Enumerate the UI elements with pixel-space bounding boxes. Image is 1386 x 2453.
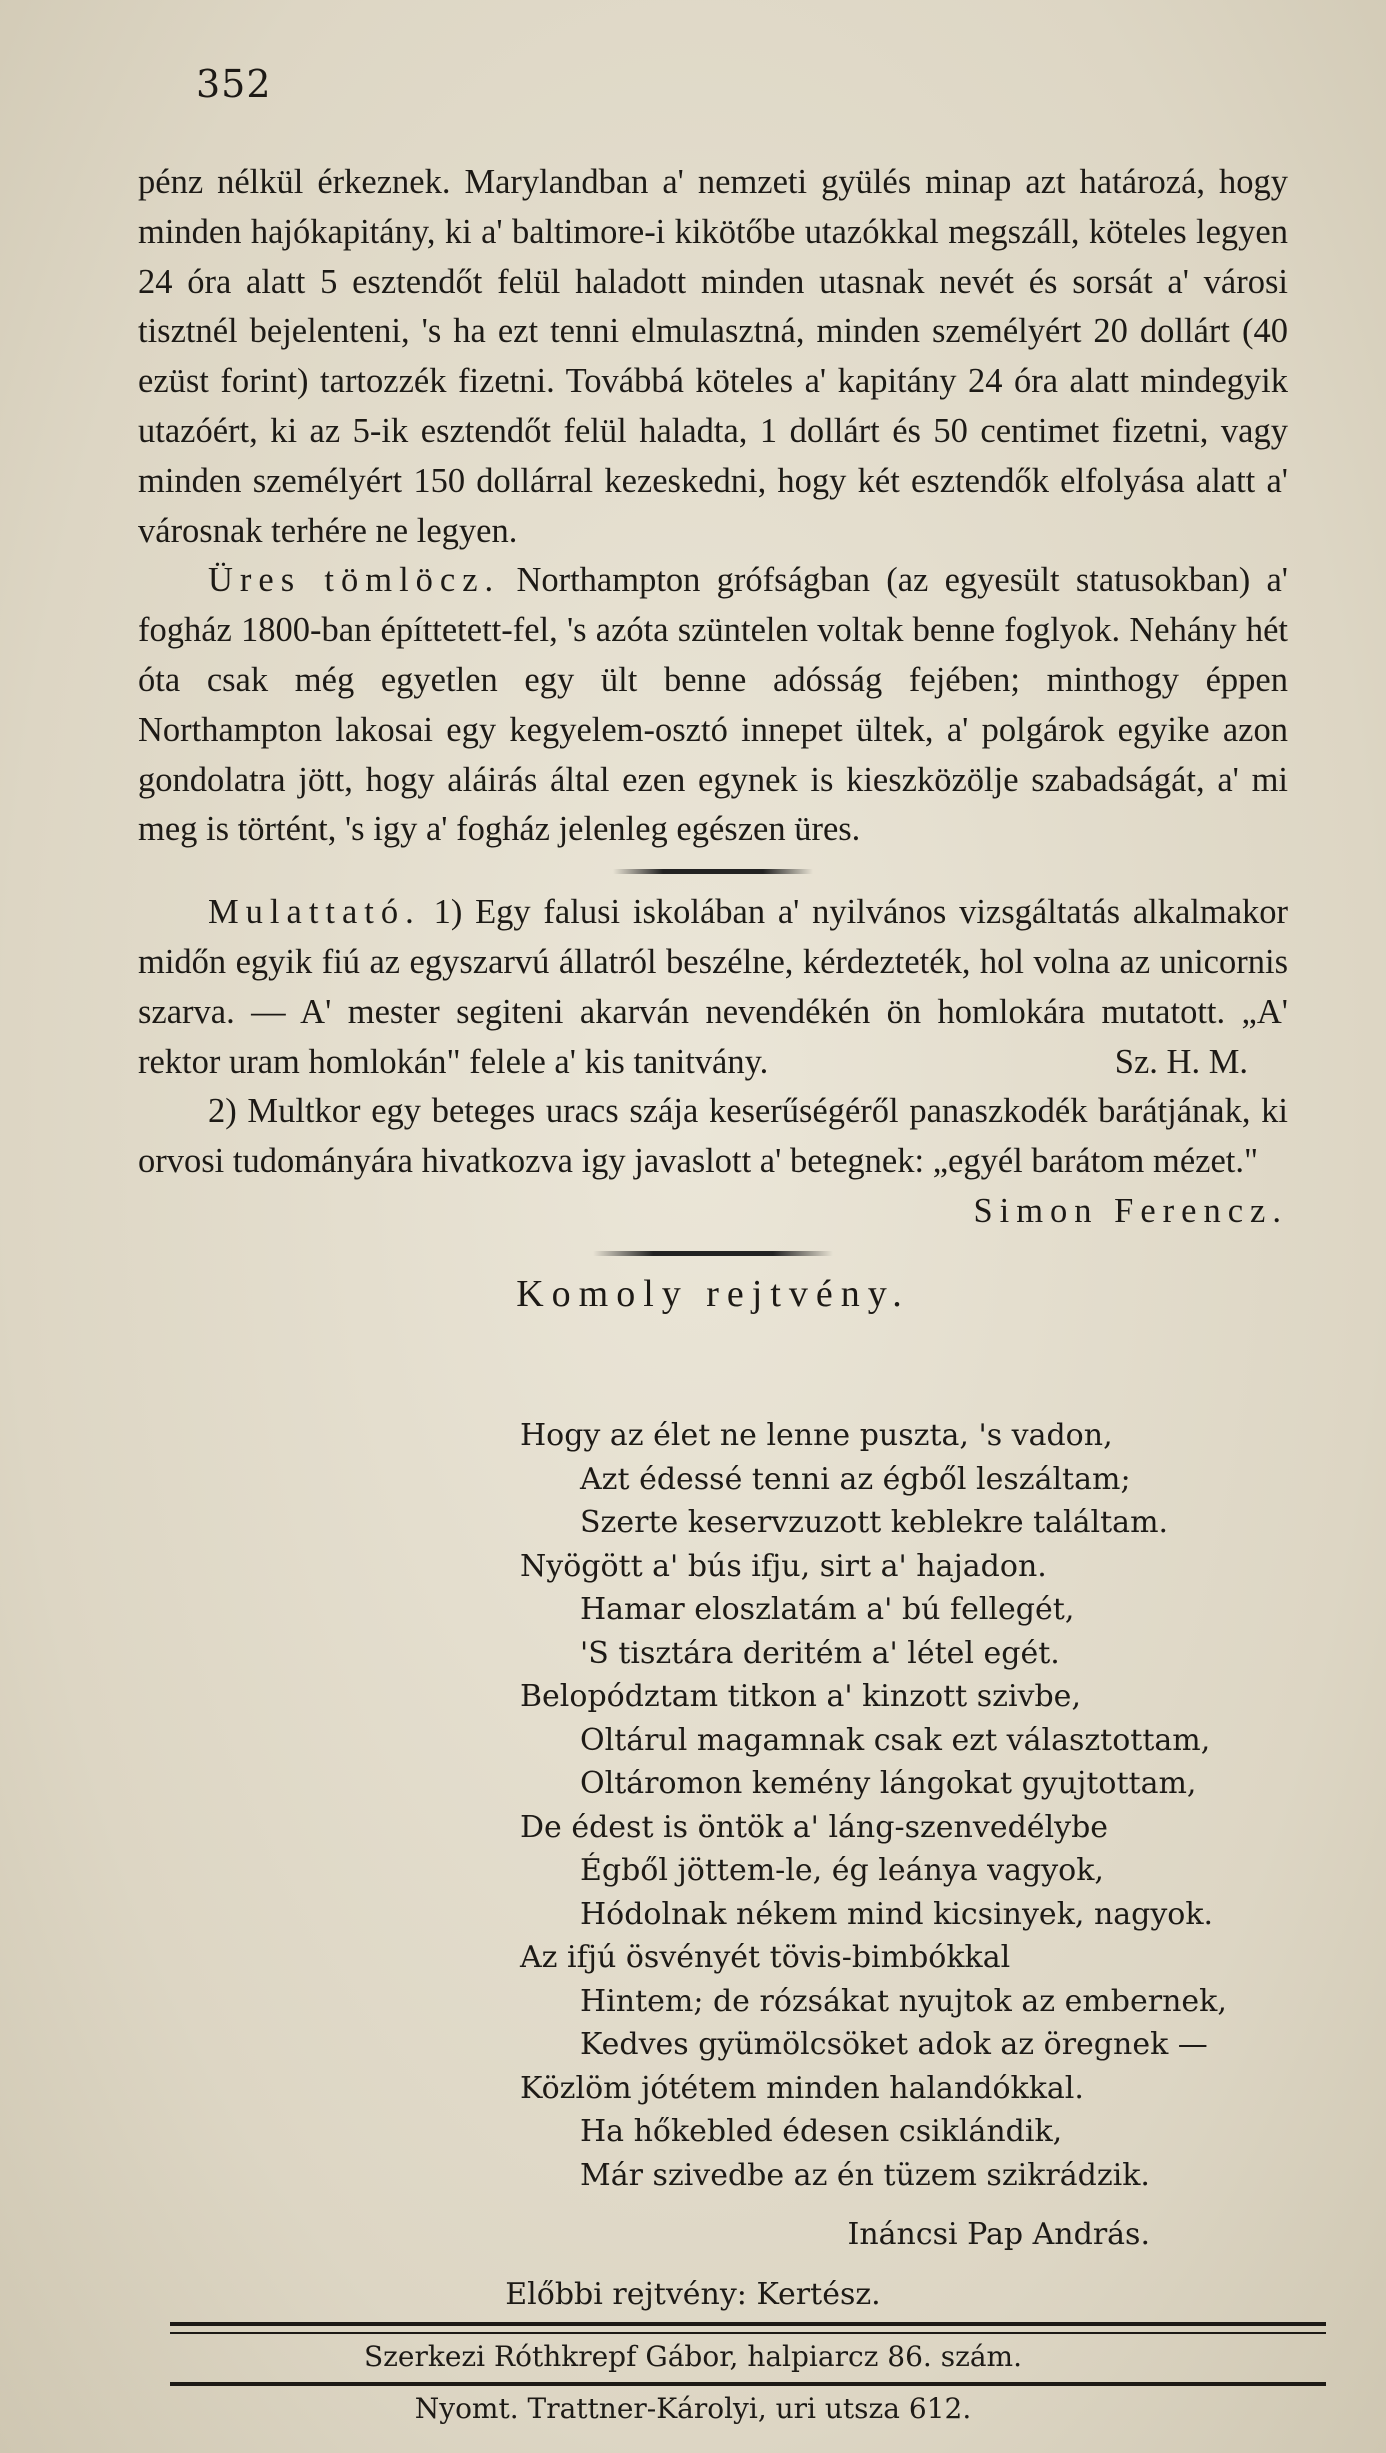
poem-line: Szerte keservzuzott keblekre találtam. [580, 1505, 1169, 1540]
poem-line: Közlöm jótétem minden halandókkal. [520, 2070, 1084, 2106]
signature-2: Simon Ferencz. [973, 1191, 1288, 1230]
divider [613, 869, 813, 874]
poem-line: Nyögött a' bús ifju, sirt a' hajadon. [520, 1548, 1047, 1584]
poem-signature: Ináncsi Pap András. [847, 2217, 1150, 2252]
editor-line: Szerkezi Róthkrepf Gábor, halpiarcz 86. szám. [364, 2340, 1022, 2373]
poem-line: Oltáromon kemény lángokat gyujtottam, [580, 1766, 1197, 1801]
mulattato-text-2: 2) Multkor egy beteges uracs szája keserűségéről panaszkodék barátjának, ki orvosi tudományára hivatkozva igy javaslott a' betegnek: „egyél barátom mézet." [138, 1092, 1288, 1181]
poem-line: 'S tisztára deritém a' létel egét. [580, 1635, 1060, 1671]
poem-line: Már szivedbe az én tüzem szikrádzik. [580, 2157, 1150, 2193]
page-number: 352 [196, 62, 272, 106]
poem-line: Az ifjú ösvényét tövis-bimbókkal [520, 1940, 1011, 1975]
footer-rule [170, 2322, 1326, 2326]
poem-line: Oltárul magamnak csak ezt választottam, [580, 1722, 1211, 1758]
poem-line: Hogy az élet ne lenne puszta, 's vadon, [520, 1418, 1113, 1453]
mulattato-text-1: 1) Egy falusi iskolában a' nyilvános vizsgáltatás alkalmakor midőn egyik fiú az egyszarvú állatról beszélne, kérdezteték, hol volna az unicornis szarva. — A' mester segiteni akarván nevendékén ön homlokára mutatott. „A' rektor uram homlokán" felele a' kis tanitvány. [138, 893, 1289, 1081]
printer-line: Nyomt. Trattner-Károlyi, uri utsza 612. [414, 2392, 972, 2425]
poem-line: De édest is öntök a' láng-szenvedélybe [520, 1809, 1109, 1845]
poem-line: Hintem; de rózsákat nyujtok az embernek, [580, 1983, 1227, 2019]
poem-line: Kedves gyümölcsöket adok az öregnek — [580, 2027, 1208, 2062]
section-heading-mulattato: Mulattató. [208, 893, 421, 932]
poem-line: Belopództam titkon a' kinzott szivbe, [520, 1679, 1081, 1714]
poem-line: Ha hőkebled édesen csiklándik, [580, 2114, 1063, 2149]
poem-title: Komoly rejtvény. [516, 1272, 910, 1315]
poem-line: Hódolnak nékem mind kicsinyek, nagyok. [580, 1896, 1214, 1932]
signature-1: Sz. H. M. [1114, 1042, 1248, 1081]
section-heading-ures: Üres tömlöcz. [208, 561, 501, 600]
paragraph-mulattato-2 [138, 1087, 1288, 1230]
paragraph-ures-tomlocz [138, 556, 1288, 855]
paragraph-mulattato-1 [138, 888, 1288, 1087]
poem-line: Égből jöttem-le, ég leánya vagyok, [580, 1853, 1104, 1888]
paragraph-maryland: pénz nélkül érkeznek. Marylandban a' nemzeti gyülés minap azt határozá, hogy minden hajókapitány, ki a' baltimore-i kikötőbe utazókkal megszáll, köteles legyen 24 óra alatt 5 esztendőt felül haladott minden utasnak nevét és sorsát a' városi tisztnél bejelenteni, 's ha ezt tenni elmulasztná, minden személyért 20 dollárt (40 ezüst forint) tartozzék fizetni. Továbbá köteles a' kapitány 24 óra alatt mindegyik utazóért, ki az 5-ik esztendőt felül haladta, 1 dollárt és 50 centimet fizetni, vagy minden személyért 150 dollárral kezeskedni, hogy két esztendők elfolyása alatt a' városnak terhére ne legyen. [138, 163, 1288, 550]
divider [593, 1251, 833, 1256]
ures-text: Northampton grófságban (az egyesült statusokban) a' fogház 1800-ban építtetett-fel, 's azóta szüntelen voltak benne foglyok. Nehány hét óta csak még egyetlen egy ült benne adósság fejében; minthogy éppen Northampton lakosai egy kegyelem-osztó innepet ültek, a' polgárok egyike azon gondolatra jött, hogy aláirás által ezen egynek is kieszközölje szabadságát, a' mi meg is történt, 's igy a' fogház jelenleg egészen üres. [138, 561, 1288, 849]
page-bottom [0, 2211, 1386, 2432]
previous-riddle-answer: Előbbi rejtvény: Kertész. [505, 2277, 881, 2312]
poem-line: Azt édessé tenni az égből leszáltam; [580, 1461, 1131, 1497]
poem-line: Hamar eloszlatám a' bú fellegét, [580, 1592, 1075, 1627]
article-body [138, 158, 1288, 1330]
poem [520, 1414, 1386, 2197]
